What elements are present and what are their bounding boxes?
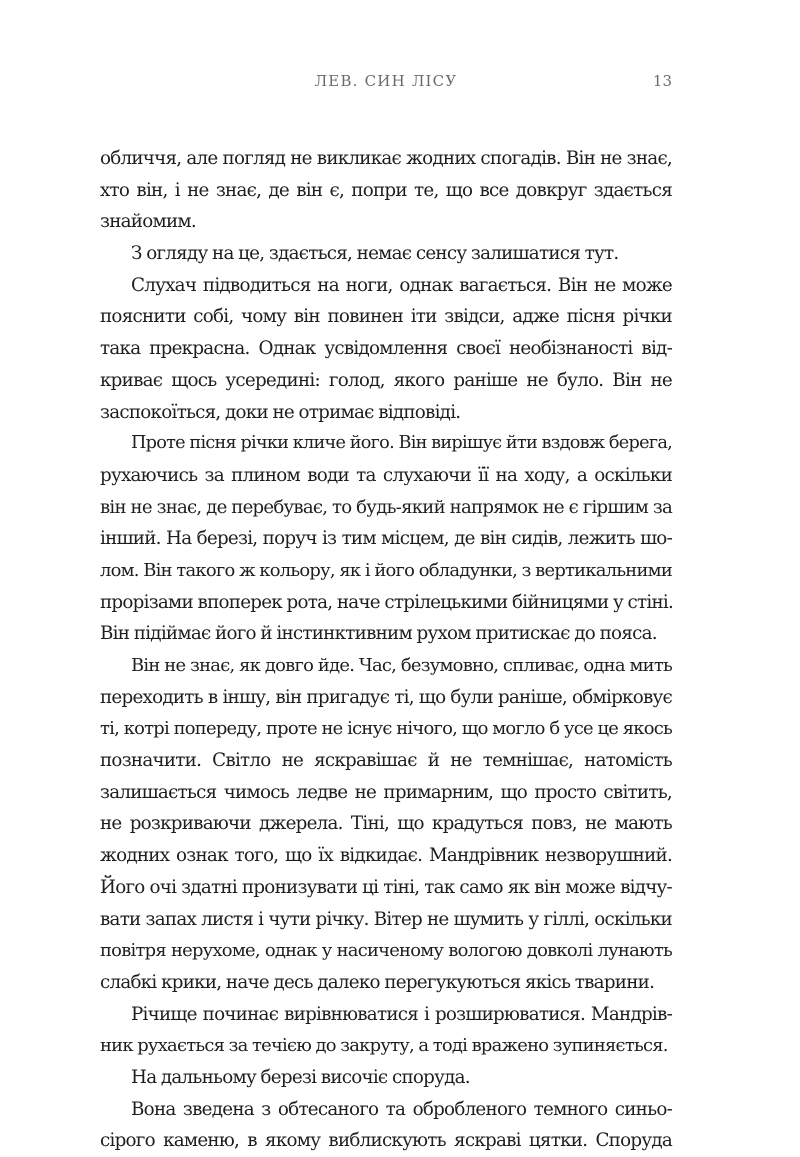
text-line: ті, котрі попереду, проте не існує нічого, що могло б усе це якось <box>100 718 672 740</box>
text-line: вати запах листя і чути річку. Вітер не шумить у гіллі, оскільки <box>100 908 672 930</box>
text-line: На дальньому березі височіє споруда. <box>131 1066 470 1088</box>
text-line: Вона зведена з обтесаного та обробленого темного синьо- <box>131 1098 672 1120</box>
text-line: хто він, і не знає, де він є, попри те, що все довкруг здається <box>100 179 672 201</box>
running-title: ЛЕВ. СИН ЛІСУ <box>314 72 458 90</box>
text-line: заспокоїться, доки не отримає відповіді. <box>100 401 461 423</box>
text-line: така прекрасна. Однак усвідомлення своєї необізнаності від- <box>100 338 672 360</box>
text-line: Він не знає, як довго йде. Час, безумовно, спливає, одна мить <box>131 655 672 676</box>
text-line: інший. На березі, поруч із тим місцем, де він сидів, лежить шо- <box>100 528 672 550</box>
text-line: сірого каменю, в якому виблискують яскраві цятки. Споруда <box>100 1130 672 1152</box>
text-line: слабкі крики, наче десь далеко перегукуються якісь тварини. <box>100 971 655 993</box>
text-line: пояснити собі, чому він повинен іти звідси, адже пісня річки <box>100 306 672 328</box>
text-line: переходить в іншу, він пригадує ті, що були раніше, обмірковує <box>100 686 672 708</box>
page-number: 13 <box>652 72 672 90</box>
text-line: рухаючись за плином води та слухаючи її на ходу, а оскільки <box>100 464 672 486</box>
text-line: обличчя, але погляд не викликає жодних спогадів. Він не знає, <box>100 148 672 169</box>
text-line: Його очі здатні пронизувати ці тіні, так само як він може відчу- <box>100 876 672 898</box>
text-line: він не знає, де перебуває, то будь-який напрямок не є гіршим за <box>100 496 672 518</box>
text-line: не розкриваючи джерела. Тіні, що крадуться повз, не мають <box>100 813 672 835</box>
text-line: знайомим. <box>100 211 196 233</box>
text-line: повітря нерухоме, однак у насиченому вологою довколі лунають <box>100 940 672 962</box>
text-line: криває щось усередині: голод, якого раніше не було. Він не <box>100 369 672 391</box>
text-line: жодних ознак того, що їх відкидає. Мандрівник незворушний. <box>100 845 672 867</box>
text-line: залишається чимось ледве не примарним, що просто світить, <box>100 781 672 803</box>
text-line: ник рухається за течією до закруту, а тоді вражено зупиняється. <box>100 1035 668 1057</box>
text-line: З огляду на це, здається, немає сенсу залишатися тут. <box>131 243 619 265</box>
text-line: Слухач підводиться на ноги, однак вагається. Він не може <box>131 274 672 296</box>
text-line: прорізами впоперек рота, наче стрілецькими бійницями у стіні. <box>100 591 674 613</box>
running-head <box>100 72 672 96</box>
body-text <box>100 143 672 1157</box>
text-line: Він підіймає його й інстинктивним рухом притискає до пояса. <box>100 623 657 645</box>
text-line: Проте пісня річки кличе його. Він вирішує йти вздовж берега, <box>131 433 672 454</box>
text-line: лом. Він такого ж кольору, як і його обладунки, з вертикальними <box>100 559 672 581</box>
text-line: Річище починає вирівнюватися і розширюватися. Мандрів- <box>131 1003 672 1025</box>
text-line: позначити. Світло не яскравішає й не темнішає, натомість <box>100 750 672 772</box>
